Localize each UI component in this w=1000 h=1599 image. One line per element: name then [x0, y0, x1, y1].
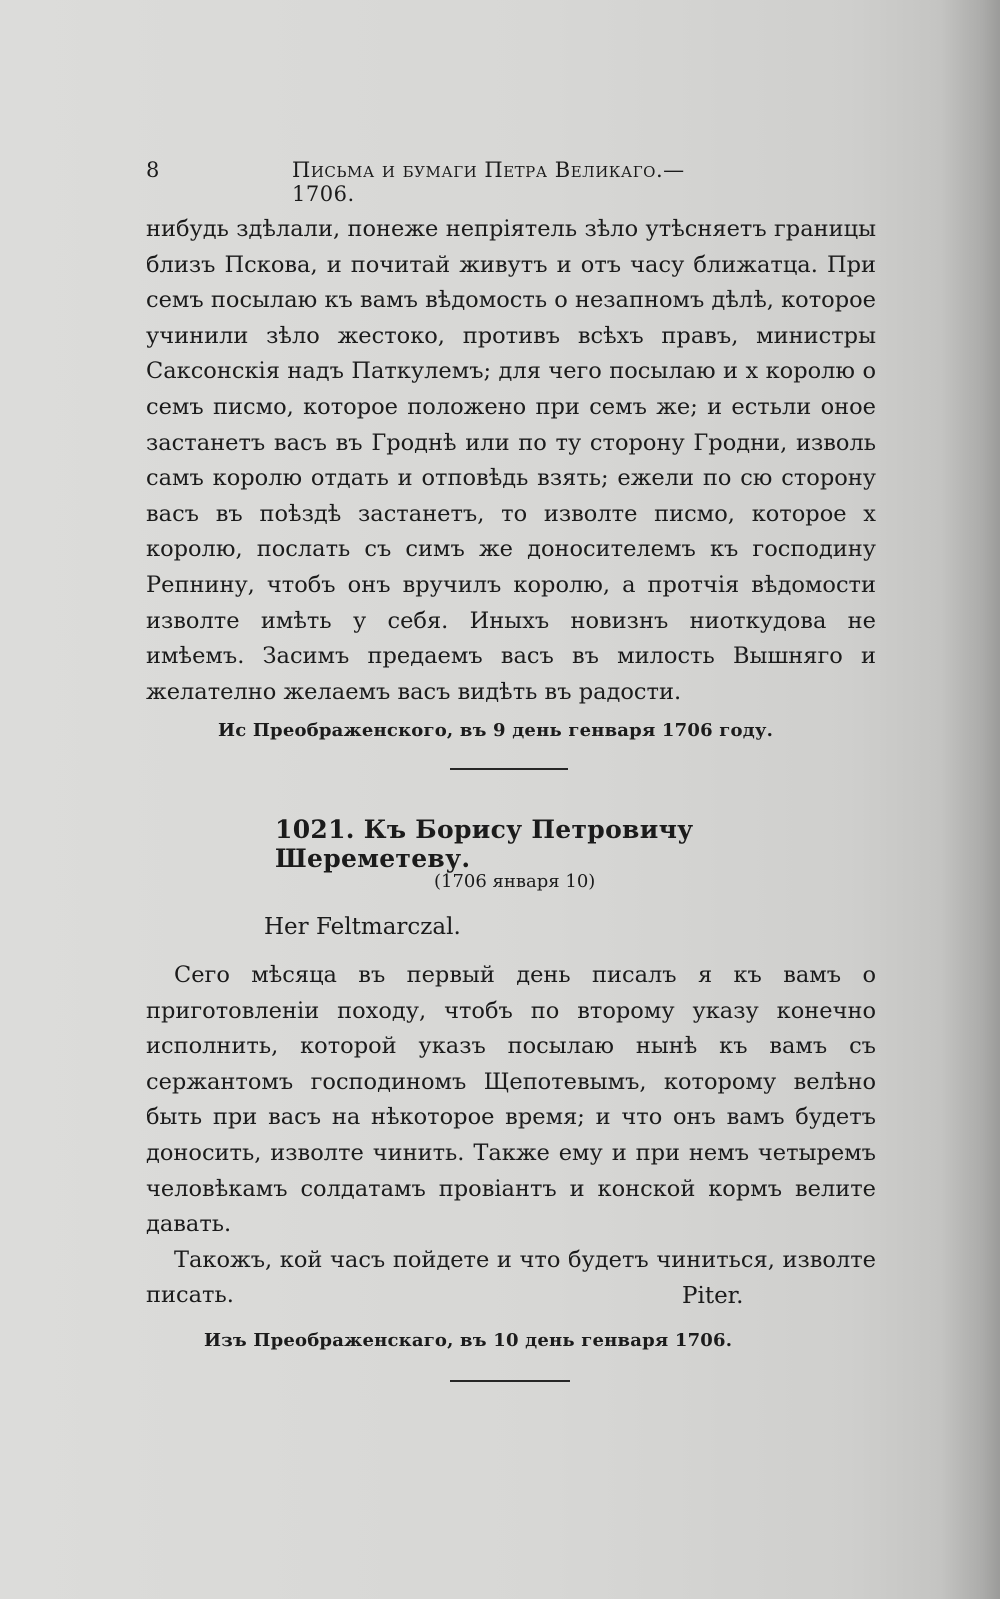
continued-letter-place-date: Ис Преображенского, въ 9 день генваря 1706 году.: [218, 720, 774, 741]
page-header: [146, 158, 746, 206]
page-number: 8: [146, 158, 160, 182]
section-divider: [450, 768, 568, 770]
letter-body: [146, 958, 876, 1314]
page-edge-shadow: [940, 0, 1000, 1599]
letter-date: (1706 января 10): [434, 871, 596, 892]
continued-letter-text: [146, 212, 876, 710]
continued-letter-paragraph: нибудь здѣлали, понеже непріятель зѣло утѣсняетъ границы близъ Пскова, и почитай живутъ и отъ часу ближатца. При семъ посылаю къ вамъ вѣдомость о незапномъ дѣлѣ, которое учинили зѣло жестоко, противъ всѣхъ правъ, министры Саксонскія надъ Паткулемъ; для чего посылаю и х королю о семъ писмо, которое положено при семъ же; и естьли оное застанетъ васъ въ Гроднѣ или по ту сторону Гродни, изволь самъ королю отдать и отповѣдь взять; ежели по сю сторону васъ въ поѣздѣ застанетъ, то изволте писмо, которое х королю, послать съ симъ же доносителемъ къ господину Репнину, чтобъ онъ вручилъ королю, а протчія вѣдомости изволте имѣть у себя. Иныхъ новизнъ ниоткудова не имѣемъ. Засимъ предаемъ васъ въ милость Вышняго и желателно желаемъ васъ видѣть въ радости.: [146, 216, 876, 705]
end-divider: [450, 1380, 570, 1382]
letter-place-date: Изъ Преображенскаго, въ 10 день генваря 1706.: [204, 1330, 733, 1351]
letter-signature: Piter.: [682, 1283, 744, 1309]
letter-paragraph-1: Сего мѣсяца въ первый день писалъ я къ вамъ о приготовленіи походу, чтобъ по второму указу конечно исполнить, которой указъ посылаю нынѣ къ вамъ съ сержантомъ господиномъ Щепотевымъ, которому велѣно быть при васъ на нѣкоторое время; и что онъ вамъ будетъ доносить, изволте чинить. Также ему и при немъ четыремъ человѣкамъ солдатамъ провіантъ и конской кормъ велите давать.: [146, 962, 876, 1238]
letter-paragraph-2: Такожъ, кой часъ пойдете и что будетъ чиниться, изволте писать.: [146, 1246, 876, 1309]
running-title: Письма и бумаги Петра Великаго.—1706.: [292, 158, 685, 206]
letter-title: 1021. Къ Борису Петровичу Шереметеву.: [275, 815, 694, 873]
letter-salutation: Her Feltmarczal.: [264, 914, 461, 940]
